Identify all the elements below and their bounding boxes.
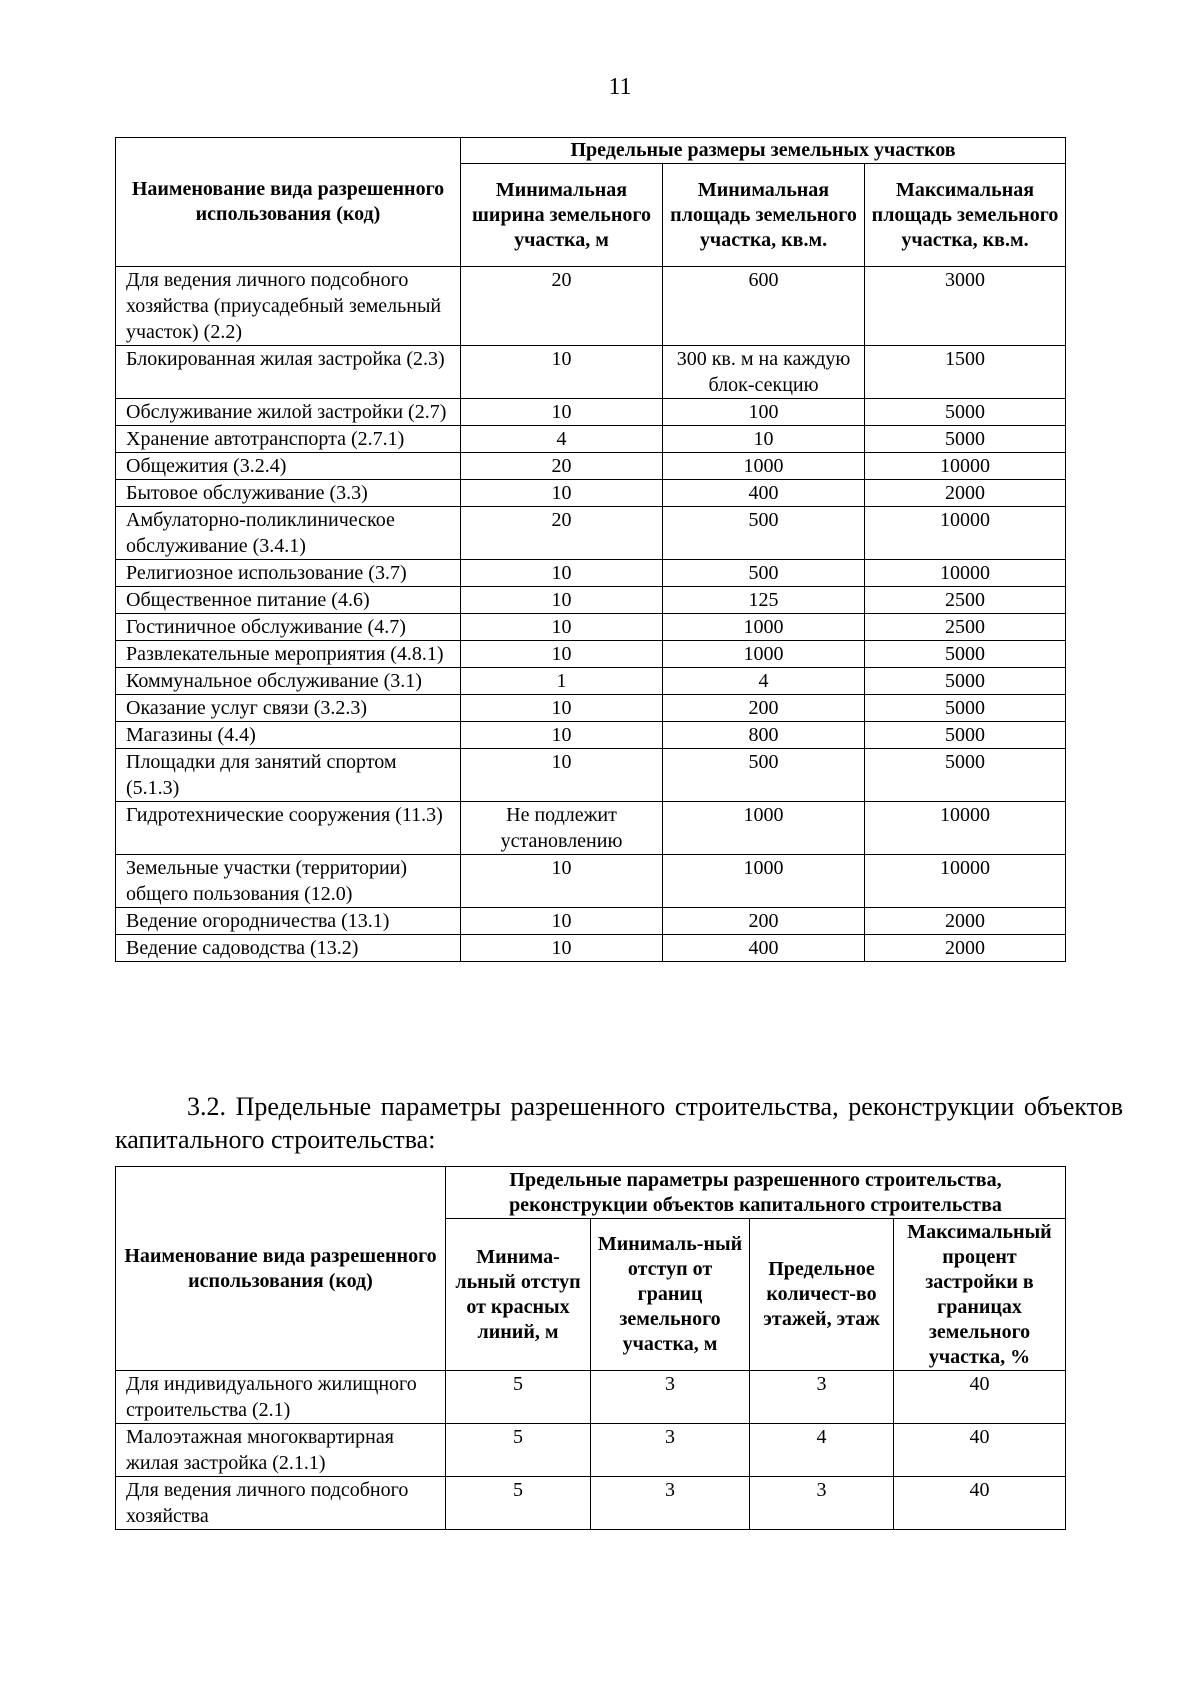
value-cell: 1000 — [663, 802, 865, 855]
table-row — [116, 722, 1066, 749]
table-row — [116, 1477, 1066, 1530]
land-use-name-cell: Гидротехнические сооружения (11.3) — [116, 802, 461, 855]
value-cell: 1500 — [865, 346, 1066, 399]
value-cell: 10000 — [865, 802, 1066, 855]
value-cell: 500 — [663, 749, 865, 802]
value-cell: 3 — [750, 1371, 894, 1424]
construction-params-group-header: Предельные параметры разрешенного строительства, реконструкции объектов капитального строительства — [446, 1167, 1066, 1219]
section-text: Предельные параметры разрешенного строительства, реконструкции объектов капитального строительства: — [115, 1092, 1123, 1154]
value-cell: 1 — [461, 668, 663, 695]
value-cell: 5000 — [865, 426, 1066, 453]
value-cell: 10 — [461, 614, 663, 641]
value-cell: 5000 — [865, 695, 1066, 722]
land-use-name-cell: Гостиничное обслуживание (4.7) — [116, 614, 461, 641]
land-use-name-header: Наименование вида разрешенного использования (код) — [116, 1167, 446, 1371]
table-row — [116, 668, 1066, 695]
land-use-name-cell: Земельные участки (территории) общего пользования (12.0) — [116, 855, 461, 908]
value-cell: 10 — [663, 426, 865, 453]
land-use-name-cell: Малоэтажная многоквартирная жилая застройка (2.1.1) — [116, 1424, 446, 1477]
max-area-header: Максимальная площадь земельного участка, кв.м. — [865, 164, 1066, 267]
value-cell: 300 кв. м на каждую блок-секцию — [663, 346, 865, 399]
table-row — [116, 749, 1066, 802]
land-use-name-header: Наименование вида разрешенного использования (код) — [116, 138, 461, 267]
land-use-name-cell: Для индивидуального жилищного строительства (2.1) — [116, 1371, 446, 1424]
value-cell: 40 — [894, 1424, 1066, 1477]
table-row — [116, 908, 1066, 935]
value-cell: 600 — [663, 267, 865, 346]
page-number: 11 — [608, 74, 632, 100]
value-cell: Не подлежит установлению — [461, 802, 663, 855]
land-use-name-cell: Коммунальное обслуживание (3.1) — [116, 668, 461, 695]
value-cell: 3 — [591, 1424, 750, 1477]
value-cell: 3 — [750, 1477, 894, 1530]
value-cell: 10 — [461, 641, 663, 668]
value-cell: 10 — [461, 855, 663, 908]
value-cell: 20 — [461, 507, 663, 560]
value-cell: 125 — [663, 587, 865, 614]
table-row — [116, 453, 1066, 480]
value-cell: 10 — [461, 749, 663, 802]
value-cell: 3000 — [865, 267, 1066, 346]
land-use-name-cell: Обслуживание жилой застройки (2.7) — [116, 399, 461, 426]
max-floors-header: Предельное количест-во этажей, этаж — [750, 1219, 894, 1371]
value-cell: 1000 — [663, 453, 865, 480]
value-cell: 40 — [894, 1371, 1066, 1424]
value-cell: 10000 — [865, 855, 1066, 908]
section-heading — [115, 1090, 1123, 1156]
value-cell: 10 — [461, 722, 663, 749]
value-cell: 10 — [461, 908, 663, 935]
land-use-name-cell: Ведение огородничества (13.1) — [116, 908, 461, 935]
value-cell: 10 — [461, 560, 663, 587]
value-cell: 5 — [446, 1371, 591, 1424]
table-row — [116, 346, 1066, 399]
value-cell: 10000 — [865, 507, 1066, 560]
value-cell: 2500 — [865, 587, 1066, 614]
land-use-name-cell: Общежития (3.2.4) — [116, 453, 461, 480]
table-row — [116, 695, 1066, 722]
table-row — [116, 614, 1066, 641]
value-cell: 5000 — [865, 399, 1066, 426]
value-cell: 10 — [461, 935, 663, 962]
land-use-name-cell: Блокированная жилая застройка (2.3) — [116, 346, 461, 399]
construction-parameters-table — [115, 1166, 1066, 1530]
min-setback-boundaries-header: Минималь-ный отступ от границ земельного участка, м — [591, 1219, 750, 1371]
table-row — [116, 480, 1066, 507]
table-row — [116, 1424, 1066, 1477]
value-cell: 10 — [461, 480, 663, 507]
value-cell: 100 — [663, 399, 865, 426]
table-row — [116, 935, 1066, 962]
value-cell: 5 — [446, 1477, 591, 1530]
value-cell: 5000 — [865, 749, 1066, 802]
table-row — [116, 399, 1066, 426]
value-cell: 4 — [461, 426, 663, 453]
min-width-header: Минимальная ширина земельного участка, м — [461, 164, 663, 267]
value-cell: 5000 — [865, 641, 1066, 668]
value-cell: 10000 — [865, 560, 1066, 587]
land-use-name-cell: Бытовое обслуживание (3.3) — [116, 480, 461, 507]
value-cell: 1000 — [663, 614, 865, 641]
land-plot-size-table — [115, 137, 1066, 962]
land-use-name-cell: Оказание услуг связи (3.2.3) — [116, 695, 461, 722]
value-cell: 2000 — [865, 908, 1066, 935]
section-number: 3.2. — [187, 1092, 226, 1121]
value-cell: 4 — [663, 668, 865, 695]
table-row — [116, 1371, 1066, 1424]
land-use-name-cell: Амбулаторно-поликлиническое обслуживание (3.4.1) — [116, 507, 461, 560]
land-use-name-cell: Религиозное использование (3.7) — [116, 560, 461, 587]
value-cell: 20 — [461, 267, 663, 346]
plot-size-group-header: Предельные размеры земельных участков — [461, 138, 1066, 164]
value-cell: 20 — [461, 453, 663, 480]
value-cell: 1000 — [663, 641, 865, 668]
table-row — [116, 507, 1066, 560]
table-row — [116, 560, 1066, 587]
value-cell: 40 — [894, 1477, 1066, 1530]
land-use-name-cell: Ведение садоводства (13.2) — [116, 935, 461, 962]
value-cell: 10000 — [865, 453, 1066, 480]
land-use-name-cell: Для ведения личного подсобного хозяйства — [116, 1477, 446, 1530]
table-row — [116, 587, 1066, 614]
value-cell: 400 — [663, 935, 865, 962]
value-cell: 200 — [663, 908, 865, 935]
value-cell: 500 — [663, 560, 865, 587]
value-cell: 2000 — [865, 935, 1066, 962]
table-row — [116, 855, 1066, 908]
table-row — [116, 267, 1066, 346]
value-cell: 5000 — [865, 668, 1066, 695]
value-cell: 1000 — [663, 855, 865, 908]
value-cell: 800 — [663, 722, 865, 749]
land-use-name-cell: Площадки для занятий спортом (5.1.3) — [116, 749, 461, 802]
value-cell: 5000 — [865, 722, 1066, 749]
land-use-name-cell: Хранение автотранспорта (2.7.1) — [116, 426, 461, 453]
land-use-name-cell: Для ведения личного подсобного хозяйства (приусадебный земельный участок) (2.2) — [116, 267, 461, 346]
value-cell: 3 — [591, 1477, 750, 1530]
value-cell: 2500 — [865, 614, 1066, 641]
land-use-name-cell: Общественное питание (4.6) — [116, 587, 461, 614]
value-cell: 400 — [663, 480, 865, 507]
value-cell: 10 — [461, 399, 663, 426]
value-cell: 3 — [591, 1371, 750, 1424]
value-cell: 500 — [663, 507, 865, 560]
value-cell: 200 — [663, 695, 865, 722]
min-area-header: Минимальная площадь земельного участка, кв.м. — [663, 164, 865, 267]
table-row — [116, 426, 1066, 453]
min-setback-red-lines-header: Минима-льный отступ от красных линий, м — [446, 1219, 591, 1371]
value-cell: 4 — [750, 1424, 894, 1477]
table-row — [116, 641, 1066, 668]
value-cell: 2000 — [865, 480, 1066, 507]
max-coverage-header: Максимальный процент застройки в границах земельного участка, % — [894, 1219, 1066, 1371]
value-cell: 10 — [461, 695, 663, 722]
value-cell: 10 — [461, 587, 663, 614]
land-use-name-cell: Развлекательные мероприятия (4.8.1) — [116, 641, 461, 668]
land-use-name-cell: Магазины (4.4) — [116, 722, 461, 749]
value-cell: 5 — [446, 1424, 591, 1477]
table-row — [116, 802, 1066, 855]
value-cell: 10 — [461, 346, 663, 399]
